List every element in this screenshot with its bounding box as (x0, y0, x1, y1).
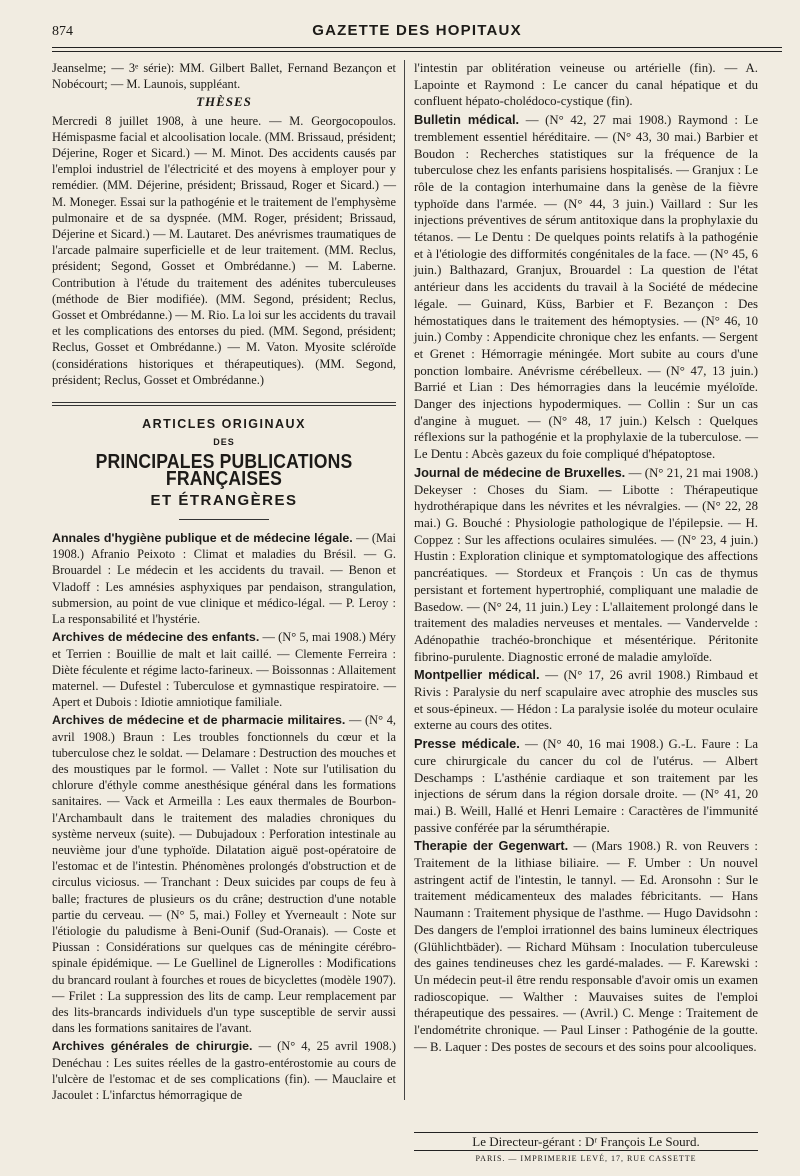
section-title-line4: ET ÉTRANGÈRES (150, 491, 298, 509)
journal-name: Annales d'hygiène publique et de médecine légale. (52, 531, 353, 546)
journal-contents: — (N° 4, avril 1908.) Braun : Les troubles fonctionnels du cœur et la tuberculose chez le soldat. — Delamare : Destruction des mouches et des moustiques par le formol. — Vallet : Note sur l'utilisation du chlorure d'éthyle comme anesthésique général dans les formations sanitaires. — Vack et Armeilla : Les eaux thermales de Bourbon-l'Archambault dans le traitement des maladies chroniques du système nerveux (suite). — Dubujadoux : Perforation intestinale au neuvième jour d'une typhoïde. Dilatation aiguë post-opératoire de l'estomac et de l'intestin. Phénomènes prolongés d'obstruction et de circulus viciosus. — Tranchant : Deux suicides par coups de feu à balle; fractures de plusieurs os du crâne; destruction d'une notable partie du cerveau. — (N° 5, mai.) Folley et Yverneault : Note sur l'étiologie du paludisme à Beni-Ounif (Sud-Oranais). — Coste et Piussan : Considérations sur quelques cas de méningite cérébro-spinale épidémique. — Le Guellinel de Lignerolles : Modifications du brancard roulant à fourches et roues de bicyclettes (modèle 1907). — Frilet : La suppression des lits de camp. Leur remplacement par des lits-brancards individuels d'un type susceptible de servir aussi dans les formations sanitaires de l'avant. (52, 713, 397, 1036)
journal-contents: — (N° 17, 26 avril 1908.) Rimbaud et Rivis : Paralysie du nerf scapulaire avec atrophie des muscles sus et sous-épineux. — Hédon : La paralysie isolée du moteur oculaire externe au cours des otites. (414, 668, 758, 733)
journal-entry (52, 629, 396, 710)
journal-name: Bulletin médical. (414, 112, 520, 128)
journal-entry (52, 530, 396, 627)
journal-name: Archives de médecine des enfants. (52, 630, 260, 645)
journal-contents: — (N° 4, 25 avril 1908.) Denéchau : Les suites réelles de la gastro-entérostomie au cours de l'ulcère de l'estomac et de ses complications (fin). — Mauclaire et Jacoulet : L'infarctus hémorragique de (52, 1039, 396, 1102)
journal-entry (414, 736, 758, 836)
short-rule (179, 519, 269, 520)
right-column (414, 60, 758, 1057)
journal-name: Presse médicale. (414, 736, 520, 752)
journal-contents: — (Mai 1908.) Afranio Peixoto : Climat et maladies du Brésil. — G. Brouardel : Le médecin et les accidents du travail. — Benon et Vladoff : Les amnésies asphyxiques par pendaison, strangulation, submersion, au point de vue clinique et médico-légal. — P. Leroy : La responsabilité et l'hystérie. (52, 531, 396, 627)
theses-text: Mercredi 8 juillet 1908, à une heure. — M. Georgocopoulos. Hémispasme facial et alcoolisation locale. (MM. Brissaud, président; Déjerine, Roger et Sicard.) — M. Minot. Des accidents causés par l'emploi industriel de l'électricité et des moyens à employer pour y remédier. (MM. Déjerine, président; Brissaud, Roger et Sicard.) — M. Moneger. Essai sur la pathogénie et le traitement de l'emphysème pulmonaire et de sa dyspnée. (MM. Roger, président; Brissaud, Déjerine et Sicard.) — M. Lautaret. Des anévrismes traumatiques de l'arcade palmaire superficielle et de leur traitement. (MM. Reclus, président; Segond, Gosset et Ombrédanne.) — M. Laberne. Contribution à l'étude du traitement des adénites tuberculeuses (méthode de Bier modifiée). (MM. Segond, président; Reclus, Gosset et Ombrédanne.) — M. Rio. La loi sur les accidents du travail et les complications des entorses du pied. (MM. Segond, président; Reclus, Gosset et Ombrédanne.) — M. Vaton. Myosite scléroïde (considérations historiques et thérapeutiques). (MM. Segond, président; Reclus, Gosset et Ombrédanne.) (52, 113, 396, 387)
theses-heading: THÈSES (196, 94, 252, 110)
journal-contents: — (N° 21, 21 mai 1908.) Dekeyser : Choses du Siam. — Libotte : Thérapeutique hydrothérapique dans les névrites et les névralgies. — (N° 22, 28 mai.) G. Bouché : Physiologie pathologique de l'épilepsie. — H. Coppez : Sur les affections oculaires simulées. — (N° 23, 4 juin.) Hustin : Exploration clinique et symptomatologique des affections pancréatiques. — Stordeux et François : Un cas de thymus persistant et fortement hypertrophié, compliquant une maladie de Basedow. — (N° 24, 11 juin.) Ley : L'allaitement prolongé dans le traitement des maladies nerveuses et mentales. — Vandervelde : Adénopathie trachéo-bronchique et mésentérique. Péritonite fibrino-purulente. Diagnostic erroné de maladie amyloïde. (414, 465, 758, 664)
journal-entry (414, 667, 758, 734)
header-rule (52, 47, 782, 48)
journal-contents: — (N° 5, mai 1908.) Méry et Terrien : Bouillie de malt et lait caillé. — Clemente Ferreira : Diète féculente et régime lacto-farineux. — Boissonnas : Allaitement maternel. — Dufestel : Tuberculose et gymnastique respiratoire. — Apert et Dubois : Idiotie amniotique familiale. (52, 630, 396, 710)
left-column (52, 60, 396, 1105)
director-line: Le Directeur-gérant : Dʳ François Le Sourd. (472, 1134, 700, 1149)
header-rule-thin (52, 51, 782, 52)
journal-contents: — (Mars 1908.) R. von Reuvers : Traitement de la lithiase biliaire. — F. Umber : Un nouvel astringent actif de l'intestin, le tannyl. — Ed. Aronsohn : Sur le traitement médicamenteux des malades fébricitants. — Hans Naumann : Traitement physique de l'asthme. — Hugo Davidsohn : Des dangers de l'emploi irrationnel des bains lumineux électriques (Glühlichtbäder). — Richard Mühsam : Inoculation tuberculeuse des gaines tendineuses chez les gardé-malades. — F. Karewski : Un médecin peut-il être rendu responsable d'avoir omis un examen radioscopique. — Walther : Mauvaises suites de l'emploi thérapeutique des pessaires. — (Avril.) C. Menge : Traitement de l'endométrite chronique. — Paul Linser : Pathogénie de la goutte. — B. Laquer : Des postes de secours et des soins pour alcooliques. (414, 839, 758, 1054)
page-footer (414, 1132, 758, 1163)
journal-entry (52, 712, 396, 1036)
journal-name: Therapie der Gegenwart. (414, 838, 569, 854)
journal-entry (414, 112, 758, 463)
journal-contents: — (N° 40, 16 mai 1908.) G.-L. Faure : La cure chirurgicale du cancer du col de l'utérus. — Albert Deschamps : L'asthénie cardiaque et son traitement par les injections de sérum dans la région dorsale droite. — (N° 41, 20 mai.) B. Weill, Hallé et Henri Lemaire : Caractères de l'immunité passive conférée par la sérumthérapie. (414, 737, 758, 835)
section-title-line1: ARTICLES ORIGINAUX (142, 417, 306, 432)
page-number: 874 (52, 24, 73, 39)
page-header (52, 18, 782, 44)
journal-contents: — (N° 42, 27 mai 1908.) Raymond : Le tremblement essentiel héréditaire. — (N° 43, 30 mai.) Barbier et Boudon : Recherches statistiques sur la fréquence de la tuberculose chez les enfants parisiens hospitalisés. — Granjux : Le rôle de la contagion interhumaine dans la genèse de la fièvre typhoïde dans l'armée. — (N° 44, 3 juin.) Vaillard : Sur les injections préventives de sérum antitoxique dans la prophylaxie du tétanos. — Le Dentu : De quelques points relatifs à la pathogénie et à l'étiologie des difformités congénitales de la face. — (N° 45, 6 juin.) Balthazard, Granjux, Brouardel : La question de l'état antérieur dans les accidents du travail à la Société de médecine légale. — Guinard, Küss, Barbier et F. Bezançon : Des hémostatiques dans le traitement des hémoptysies. — (N° 46, 10 juin.) Comby : Appendicite chronique chez les enfants. — Sergent et Grenet : Hémorragie méningée. Mort subite au cours d'une ponction lombaire. Anévrisme cérébelleux. — (N° 47, 13 juin.) Barrié et Lian : Des hémorragies dans la leucémie myéloïde. Danger des injections hypodermiques. — Collin : Sur un cas d'angine à muguet. — (N° 48, 17 juin.) Kelsch : Quelques réflexions sur la pathogénie et la prophylaxie de la tuberculose. — Le Dentu : Abcès gazeux du foie compliqué d'hépatoptose. (414, 113, 758, 462)
printer-line: PARIS. — IMPRIMERIE LEVÉ, 17, RUE CASSETTE (475, 1154, 697, 1163)
section-title-line3: PRINCIPALES PUBLICATIONS FRANÇAISES (95, 451, 353, 490)
journal-entry (414, 838, 758, 1055)
journal-title: GAZETTE DES HOPITAUX (312, 22, 522, 39)
journal-name: Archives générales de chirurgie. (52, 1039, 253, 1054)
journal-name: Archives de médecine et de pharmacie militaires. (52, 713, 346, 728)
journal-name: Montpellier médical. (414, 667, 540, 683)
column-divider (404, 60, 405, 1100)
footer-rule-bottom (414, 1150, 758, 1151)
journal-name: Journal de médecine de Bruxelles. (414, 464, 626, 480)
journal-entry (414, 465, 758, 665)
section-title-line2: DES (213, 437, 235, 448)
jury-continuation: Jeanselme; — 3ᵉ série): MM. Gilbert Ballet, Fernand Bezançon et Nobécourt; — M. Launois, suppléant. (52, 61, 396, 92)
journal-entry (52, 1038, 396, 1103)
journal-entry-continuation: l'intestin par oblitération veineuse ou artérielle (fin). — A. Lapointe et Raymond : Le cancer du canal hépatique et du confluent hépato-cholédoco-cystique (fin). (414, 61, 758, 109)
footer-rule (414, 1132, 758, 1133)
section-separator (52, 402, 396, 406)
